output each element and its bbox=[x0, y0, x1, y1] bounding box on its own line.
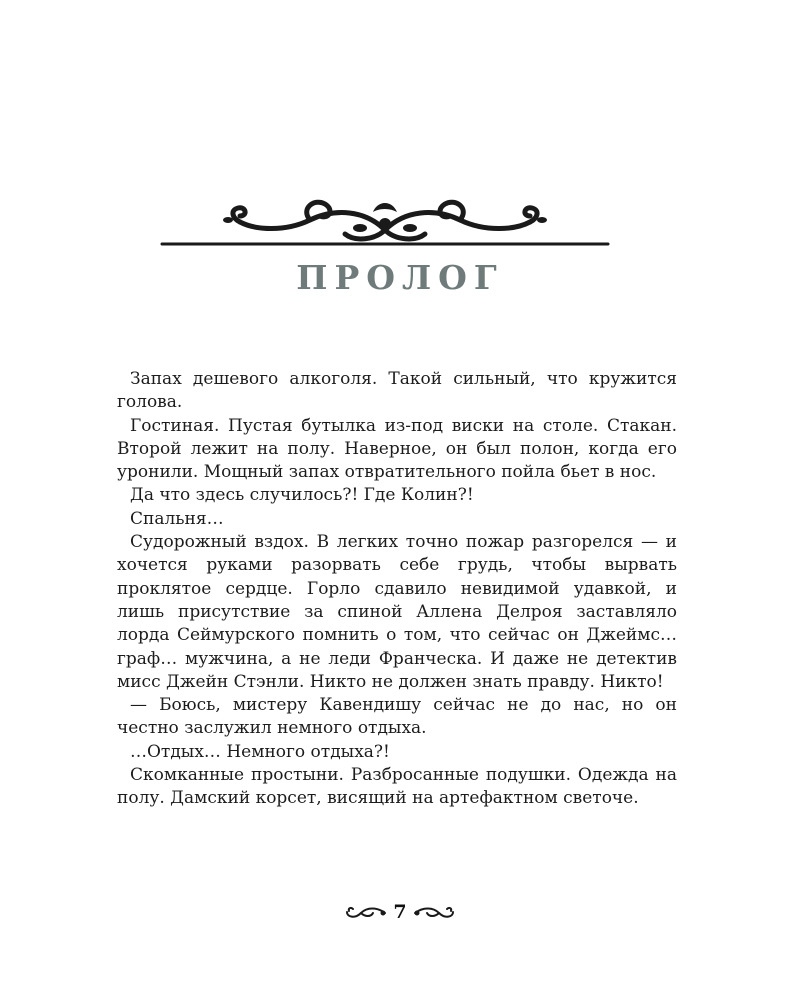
page-number: 7 bbox=[393, 901, 407, 923]
paragraph: Скомканные простыни. Разбросанные подушки. Одежда на полу. Дамский корсет, висящий на артефактном светоче. bbox=[117, 765, 677, 809]
paragraph: Да что здесь случилось?! Где Колин?! bbox=[130, 485, 474, 506]
paragraph: Судорожный вздох. В легких точно пожар разгорелся — и хочется руками разорвать себе грудь, чтобы вырвать проклятое сердце. Горло сдавило невидимой удавкой, и лишь присутствие за спиной Аллена Делроя заставляло лорда Сеймурского помнить о том, что сейчас он Джеймс… граф… мужчина, а не леди Франческа. И даже не детектив мисс Джейн Стэнли. Никто не должен знать правду. Никто! bbox=[117, 532, 677, 692]
paragraph: Запах дешевого алкоголя. Такой сильный, что кружится голова. bbox=[117, 369, 677, 413]
paragraph: — Боюсь, мистеру Кавендишу сейчас не до нас, но он честно заслужил немного отдыха. bbox=[117, 695, 677, 739]
paragraph: Гостиная. Пустая бутылка из-под виски на столе. Стакан. Второй лежит на полу. Наверное, он был полон, когда его уронили. Мощный запах отвратительного пойла бьет в нос. bbox=[117, 415, 677, 483]
right-flourish-icon bbox=[413, 905, 457, 921]
chapter-ornament-divider bbox=[160, 190, 610, 260]
left-flourish-icon bbox=[343, 905, 387, 921]
chapter-body-text bbox=[117, 368, 677, 811]
page-footer bbox=[0, 903, 800, 922]
paragraph: …Отдых… Немного отдыха?! bbox=[130, 741, 390, 762]
paragraph: Спальня… bbox=[130, 508, 224, 529]
chapter-title: ПРОЛОГ bbox=[296, 258, 504, 297]
